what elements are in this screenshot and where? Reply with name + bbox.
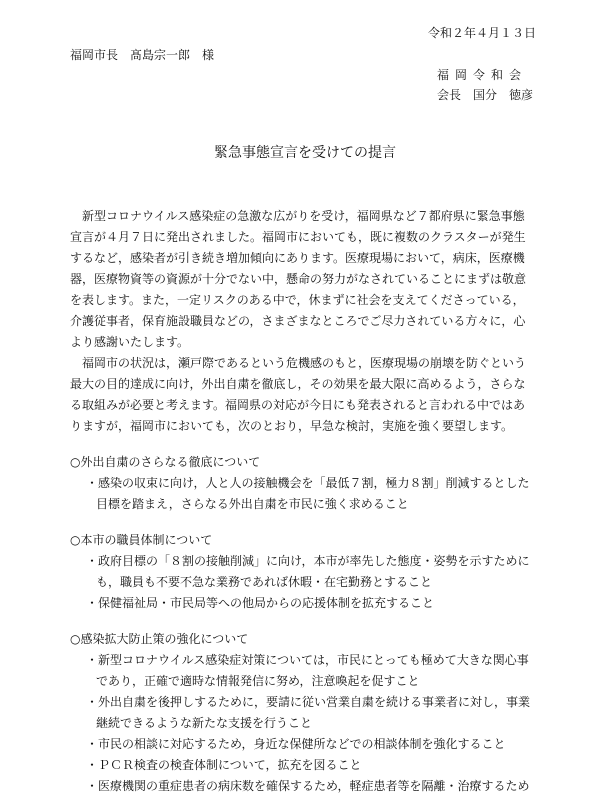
- paragraph-line: 宣言が４月７日に発出されました。福岡市においても，既に複数のクラスターが発生: [70, 230, 526, 244]
- proposal-sections: [70, 452, 550, 797]
- paragraph-line: を表します。また，一定リスクのある中で，休まずに社会を支えてくださっている，: [70, 293, 525, 307]
- signer-name: 会長 国分 徳彦: [437, 88, 534, 102]
- proposal-item-continuation: 継続できるような新たな支援を行うこと: [96, 716, 313, 730]
- body-paragraph: [70, 206, 550, 353]
- proposal-item: ・保健福祉局・市民局等への他局からの応援体制を拡充すること: [86, 596, 435, 610]
- body-paragraphs: [70, 206, 550, 437]
- paragraph-line: る取組みが必要と考えます。福岡県の対応が今日にも発表されると言われる中ではあ: [70, 398, 526, 412]
- proposal-item-continuation: も，職員も不要不急な業務であれば休暇・在宅勤務とすること: [96, 575, 433, 589]
- paragraph-line: 新型コロナウイルス感染症の急激な広がりを受け，福岡県など７都府県に緊急事態: [82, 209, 525, 223]
- proposal-item: ・感染の収束に向け，人と人の接触機会を「最低７割，極力８割」削減するとした: [86, 476, 530, 490]
- paragraph-line: するなど，感染者が引き続き増加傾向にあります。医療現場において，病床，医療機: [70, 251, 525, 265]
- section-heading: ○感染拡大防止策の強化について: [70, 632, 249, 646]
- proposal-section: [70, 452, 550, 515]
- proposal-item: ・ＰＣＲ検査の検査体制について，拡充を図ること: [86, 758, 362, 772]
- proposal-item-continuation: 目標を踏まえ，さらなる外出自粛を市民に強く求めること: [96, 497, 409, 511]
- proposal-item: ・医療機関の重症患者の病床数を確保するため，軽症患者等を隔離・治療するため: [86, 779, 530, 793]
- proposal-item: ・市民の相談に対応するため，身近な保健所などでの相談体制を強化すること: [86, 737, 506, 751]
- section-heading: ○本市の職員体制について: [70, 533, 213, 547]
- document-body: [70, 206, 550, 797]
- addressee: 福岡市長 髙島宗一郎 様: [70, 48, 215, 62]
- proposal-item: ・新型コロナウイルス感染症対策については，市民にとっても極めて大きな関心事: [86, 653, 529, 667]
- proposal-item-continuation: であり，正確で適時な情報発信に努め，注意喚起を促すこと: [96, 674, 420, 688]
- paragraph-line: りますが，福岡市においても，次のとおり，早急な検討，実施を強く要望します。: [70, 419, 514, 433]
- document-title: 緊急事態宣言を受けての提言: [214, 145, 396, 161]
- paragraph-line: 福岡市の状況は，瀬戸際であるという危機感のもと，医療現場の崩壊を防ぐという: [82, 356, 527, 370]
- paragraph-line: より感謝いたします。: [70, 335, 190, 349]
- paragraph-line: 介護従事者，保育施設職員などの，さまざまなところでご尽力されている方々に，心: [70, 314, 526, 328]
- document-date: 令和２年４月１３日: [427, 26, 536, 40]
- proposal-section: [70, 629, 550, 797]
- proposal-item: ・政府目標の「８割の接触削減」に向け，本市が率先した態度・姿勢を示すために: [86, 554, 530, 568]
- body-paragraph: [70, 353, 550, 437]
- proposal-item: ・外出自粛を後押しするために，要請に従い営業自粛を続ける事業者に対し，事業: [86, 695, 531, 709]
- proposal-section: [70, 530, 550, 614]
- paragraph-line: 器，医療物資等の資源が十分でない中，懸命の努力がなされていることにまずは敬意: [70, 272, 527, 286]
- paragraph-line: 最大の目的達成に向け，外出自粛を徹底し，その効果を最大限に高めるよう，さらな: [70, 377, 526, 391]
- section-heading: ○外出自粛のさらなる徹底について: [70, 455, 261, 469]
- organization-name: 福岡令和会: [437, 68, 528, 82]
